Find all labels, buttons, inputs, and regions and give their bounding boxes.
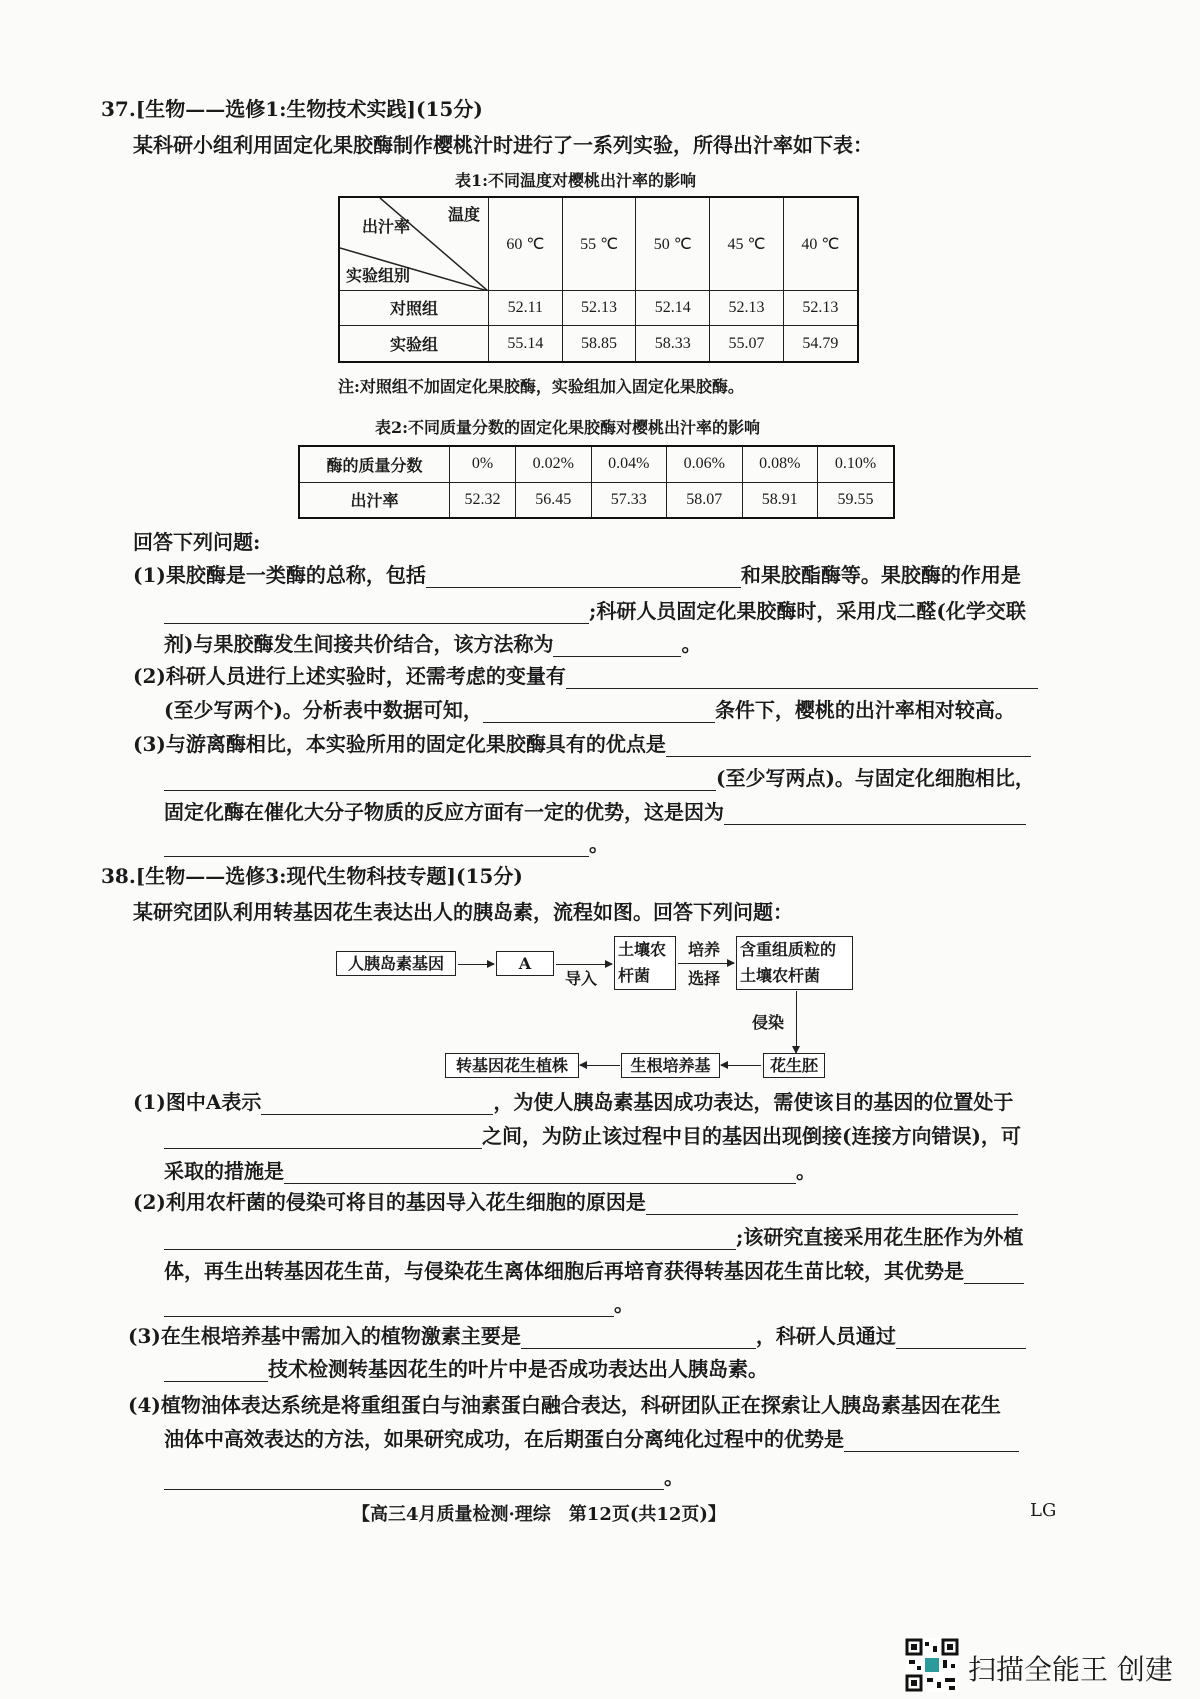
flow-label-culture: 培养 (688, 940, 721, 959)
text: 采取的措施是 (164, 1159, 284, 1183)
q37-s3-line4 (164, 831, 609, 857)
text: 条件下，樱桃的出汁率相对较高。 (714, 698, 1015, 722)
text: 和果胶酯酶等。果胶酶的作用是 (740, 563, 1021, 587)
text: ;科研人员固定化果胶酶时，采用戊二醛(化学交联 (589, 599, 1026, 623)
flow-label-select: 选择 (688, 969, 721, 988)
answer-blank[interactable] (164, 601, 589, 624)
table1 (338, 196, 859, 363)
flow-box-agrobacterium (614, 936, 676, 990)
q38-s2-line2 (164, 1224, 1023, 1250)
temp-header: 45 ℃ (710, 197, 784, 290)
flow-label-import: 导入 (565, 969, 598, 988)
text: 之间，为防止该过程中目的基因出现倒接(连接方向错误)，可 (482, 1124, 1021, 1148)
page-footer: 【高三4月质量检测·理综 第12页(共12页)】 (352, 1504, 726, 1525)
text: 。 (796, 1159, 816, 1183)
flow-box-plant: 转基因花生植株 (445, 1053, 579, 1078)
q38-s4-line2 (164, 1426, 1019, 1452)
temp-header: 60 ℃ (489, 197, 563, 290)
corner-yield-label: 出汁率 (362, 219, 411, 236)
q38-s1-line2 (164, 1123, 1021, 1149)
cell: 0.08% (742, 446, 818, 482)
table1-corner-cell (339, 197, 489, 290)
row-label: 实验组 (339, 326, 489, 362)
answer-blank[interactable] (164, 1227, 736, 1250)
q38-s3-line2 (164, 1356, 768, 1382)
arrow-left-icon (580, 1065, 620, 1066)
text: (2)科研人员进行上述实验时，还需考虑的变量有 (133, 664, 566, 688)
text: 体，再生出转基因花生苗，与侵染花生离体细胞后再培育获得转基因花生苗比较，其优势是 (164, 1259, 964, 1283)
answer-blank[interactable] (896, 1326, 1026, 1349)
q38-s4-line3 (164, 1464, 684, 1490)
answer-blank[interactable] (566, 666, 1038, 689)
temp-header: 50 ℃ (636, 197, 710, 290)
answer-blank[interactable] (553, 634, 681, 657)
text: 。 (681, 632, 702, 656)
text: 。 (614, 1292, 634, 1316)
flow-box-rooting: 生根培养基 (621, 1053, 720, 1078)
cell: 54.79 (783, 326, 858, 362)
text: (至少写两点)。与固定化细胞相比， (716, 766, 1035, 790)
q38-s3-line1 (128, 1323, 1026, 1349)
text: 。 (589, 832, 609, 856)
scanner-watermark: 扫描全能王 创建 (968, 1653, 1173, 1686)
answer-blank[interactable] (483, 700, 715, 723)
table-row (299, 482, 894, 518)
table1-title: 表1:不同温度对樱桃出汁率的影响 (455, 171, 697, 190)
footer-code: LG (1030, 1500, 1057, 1521)
table2-title: 表2:不同质量分数的固定化果胶酶对樱桃出汁率的影响 (375, 418, 761, 437)
q37-s2-line2 (164, 697, 1015, 723)
text: (3)与游离酶相比，本实验所用的固定化果胶酶具有的优点是 (133, 732, 666, 756)
arrow-down-icon (796, 991, 797, 1053)
q37-s1-line2 (164, 598, 1026, 624)
q38-s1-line3 (164, 1158, 816, 1184)
text: (3)在生根培养基中需加入的植物激素主要是 (128, 1324, 521, 1348)
answer-blank[interactable] (164, 1467, 664, 1490)
cell: 58.07 (667, 482, 743, 518)
cell: 0.04% (591, 446, 667, 482)
answer-blank[interactable] (666, 734, 1031, 757)
cell: 58.91 (742, 482, 818, 518)
table2 (298, 445, 895, 519)
cell: 0.10% (818, 446, 894, 482)
q37-s3-line2 (164, 765, 1035, 791)
text: (4)植物油体表达系统是将重组蛋白与油素蛋白融合表达，科研团队正在探索让人胰岛素基因在花生 (128, 1393, 1001, 1417)
answer-prompt: 回答下列问题: (133, 530, 261, 554)
text: 土壤农杆菌 (740, 966, 821, 985)
text: ，为使人胰岛素基因成功表达，需使该目的基因的位置处于 (493, 1090, 1014, 1114)
text: 固定化酶在催化大分子物质的反应方面有一定的优势，这是因为 (164, 800, 724, 824)
answer-blank[interactable] (646, 1192, 1018, 1215)
cell: 52.13 (783, 290, 858, 326)
row-label: 对照组 (339, 290, 489, 326)
q38-s2-line1 (133, 1189, 1018, 1215)
text: 剂)与果胶酶发生间接共价结合，该方法称为 (164, 632, 554, 656)
table1-note: 注:对照组不加固定化果胶酶，实验组加入固定化果胶酶。 (338, 377, 744, 396)
text: (1)果胶酶是一类酶的总称，包括 (133, 563, 426, 587)
text: (1)图中A表示 (133, 1090, 262, 1114)
temp-header: 55 ℃ (562, 197, 636, 290)
cell: 52.13 (710, 290, 784, 326)
q37-s1-line1 (133, 562, 1021, 588)
q37-header: 37.[生物——选修1:生物技术实践](15分) (101, 97, 483, 121)
answer-blank[interactable] (284, 1161, 796, 1184)
answer-blank[interactable] (164, 1126, 482, 1149)
flow-box-embryo: 花生胚 (763, 1053, 825, 1078)
row-label: 出汁率 (299, 482, 450, 518)
answer-blank[interactable] (426, 565, 741, 588)
corner-group-label: 实验组别 (346, 267, 411, 285)
q37-s3-line1 (133, 731, 1031, 757)
cell: 58.33 (636, 326, 710, 362)
q37-s3-line3 (164, 799, 1026, 825)
flow-box-a: A (496, 951, 554, 976)
table-row (299, 446, 894, 482)
cell: 55.14 (489, 326, 563, 362)
answer-blank[interactable] (521, 1326, 756, 1349)
q38-intro: 某研究团队利用转基因花生表达出人的胰岛素，流程如图。回答下列问题： (133, 900, 793, 924)
cell: 59.55 (818, 482, 894, 518)
text: 技术检测转基因花生的叶片中是否成功表达出人胰岛素。 (268, 1357, 768, 1381)
answer-blank[interactable] (164, 768, 716, 791)
row-label: 酶的质量分数 (299, 446, 450, 482)
cell: 52.14 (636, 290, 710, 326)
answer-blank[interactable] (261, 1092, 493, 1115)
text: ，科研人员通过 (755, 1324, 896, 1348)
text: ;该研究直接采用花生胚作为外植 (736, 1225, 1024, 1249)
flow-label-infect: 侵染 (752, 1013, 785, 1032)
temp-header: 40 ℃ (783, 197, 858, 290)
answer-blank[interactable] (844, 1429, 1019, 1452)
corner-temp-label: 温度 (447, 207, 480, 224)
q38-s2-line4 (164, 1291, 634, 1317)
cell: 0.06% (667, 446, 743, 482)
arrow-right-icon (458, 964, 494, 965)
cell: 52.11 (489, 290, 563, 326)
answer-blank[interactable] (164, 1294, 614, 1317)
q38-s4-line1 (128, 1392, 1001, 1418)
flow-box-recombinant (736, 936, 853, 990)
answer-blank[interactable] (164, 1359, 268, 1382)
text: 土壤农 (618, 940, 667, 959)
arrow-right-icon (556, 964, 612, 965)
cell: 58.85 (562, 326, 636, 362)
flow-box-gene: 人胰岛素基因 (336, 951, 456, 976)
cell: 52.13 (562, 290, 636, 326)
cell: 0.02% (516, 446, 592, 482)
qr-code-icon (905, 1638, 959, 1692)
answer-blank[interactable] (724, 802, 1026, 825)
table-row (339, 290, 858, 326)
answer-blank[interactable] (964, 1261, 1024, 1284)
text: 杆菌 (618, 966, 651, 985)
cell: 56.45 (516, 482, 592, 518)
q37-intro: 某科研小组利用固定化果胶酶制作樱桃汁时进行了一系列实验，所得出汁率如下表： (133, 133, 873, 157)
answer-blank[interactable] (164, 834, 589, 857)
table-row (339, 326, 858, 362)
q37-s1-line3 (164, 631, 701, 657)
q37-s2-line1 (133, 663, 1038, 689)
cell: 0% (450, 446, 516, 482)
q38-s1-line1 (133, 1089, 1013, 1115)
text: (2)利用农杆菌的侵染可将目的基因导入花生细胞的原因是 (133, 1190, 646, 1214)
cell: 55.07 (710, 326, 784, 362)
cell: 52.32 (450, 482, 516, 518)
text: 油体中高效表达的方法，如果研究成功，在后期蛋白分离纯化过程中的优势是 (164, 1427, 844, 1451)
q38-s2-line3 (164, 1258, 1024, 1284)
cell: 57.33 (591, 482, 667, 518)
arrow-left-icon (721, 1065, 761, 1066)
arrow-right-icon (678, 963, 734, 964)
text: 。 (664, 1465, 684, 1489)
q38-header: 38.[生物——选修3:现代生物科技专题](15分) (101, 864, 523, 888)
text: (至少写两个)。分析表中数据可知， (164, 698, 483, 722)
text: 含重组质粒的 (740, 940, 837, 959)
